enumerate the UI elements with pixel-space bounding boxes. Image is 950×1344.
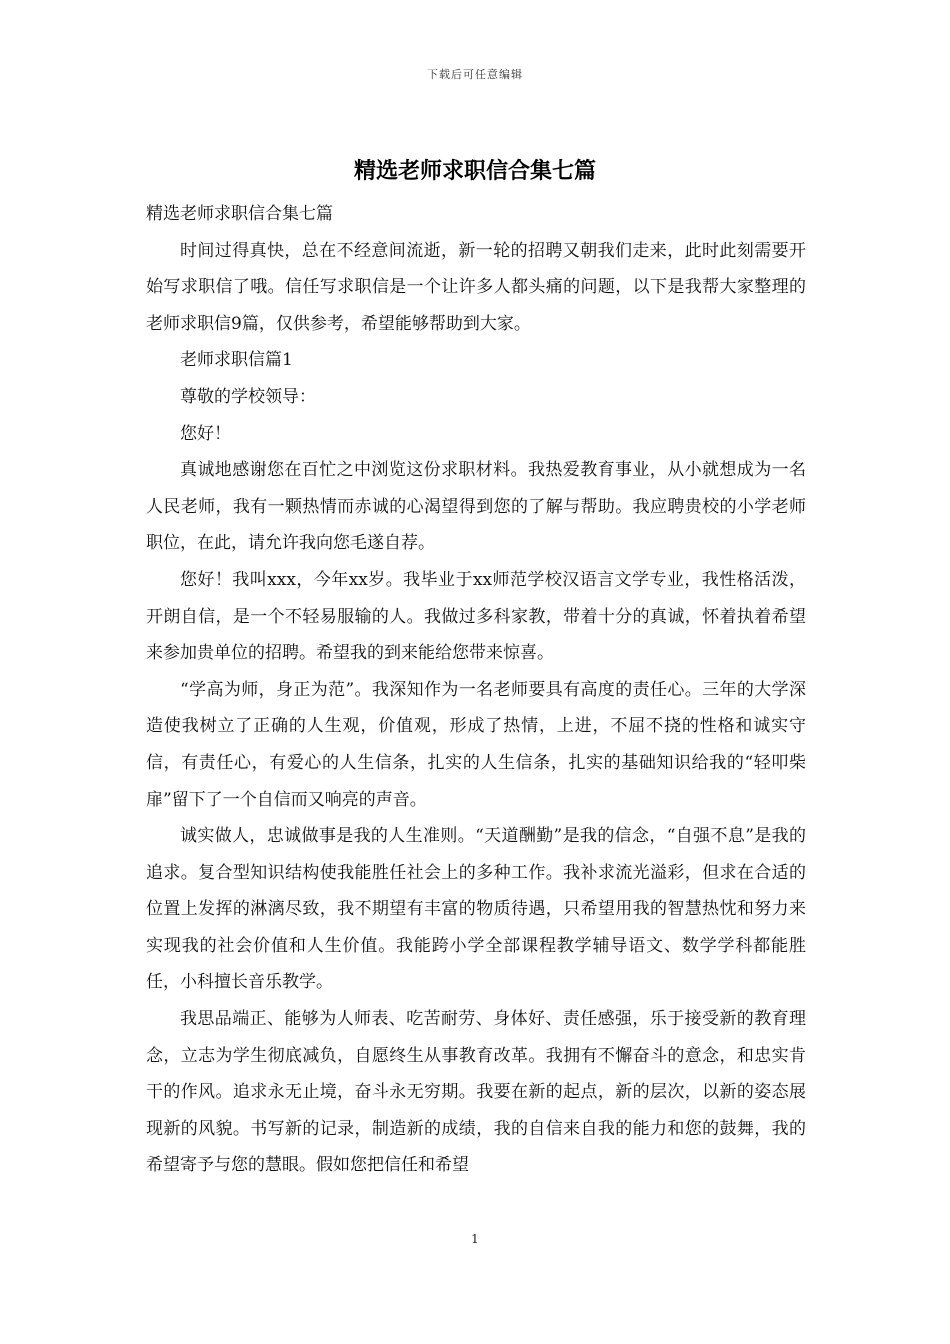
document-title: 精选老师求职信合集七篇 [353,158,596,184]
greeting: 您好！ [180,423,231,444]
body-paragraph: “学高为师，身正为范”。我深知作为一名老师要具有高度的责任心。三年的大学深造使我树立了正确的人生观，价值观，形成了热情，上进，不屈不挠的性格和诚实守信，有责任心，有爱心的人生信条，扎实的人生信条，扎实的基础知识给我的“轻叩柴扉”留下了一个自信而又响亮的声音。 [146,679,806,810]
body-subtitle: 精选老师求职信合集七篇 [146,204,333,224]
body-paragraph: 诚实做人，忠诚做事是我的人生准则。“天道酬勤”是我的信念，“自强不息”是我的追求。复合型知识结构使我能胜任社会上的多种工作。我补求流光溢彩，但求在合适的位置上发挥的淋漓尽致，我不期望有丰富的物质待遇，只希望用我的智慧热忱和努力来实现我的社会价值和人生价值。我能跨小学全部课程教学辅导语文、数学学科都能胜任，小科擅长音乐教学。 [146,826,806,993]
page-number: 1 [471,1232,479,1246]
document-body [146,196,806,1184]
salutation: 尊敬的学校领导： [180,386,316,407]
body-paragraph: 我思品端正、能够为人师表、吃苦耐劳、身体好、责任感强，乐于接受新的教育理念，立志为学生彻底减负，自愿终生从事教育改革。我拥有不懈奋斗的意念，和忠实肯干的作风。追求永无止境，奋斗永无穷期。我要在新的起点，新的层次，以新的姿态展现新的风貌。书写新的记录，制造新的成绩，我的自信来自我的能力和您的鼓舞，我的希望寄予与您的慧眼。假如您把信任和希望 [146,1009,806,1176]
intro-paragraph: 时间过得真快，总在不经意间流逝，新一轮的招聘又朝我们走来，此时此刻需要开始写求职信了哦。信任写求职信是一个让许多人都头痛的问题，以下是我帮大家整理的老师求职信9篇，仅供参考，希望能够帮助到大家。 [146,240,806,334]
body-paragraph: 您好！我叫xxx，今年xx岁。我毕业于xx师范学校汉语言文学专业，我性格活泼，开朗自信，是一个不轻易服输的人。我做过多科家教，带着十分的真诚，怀着执着希望来参加贵单位的招聘。希望我的到来能给您带来惊喜。 [146,569,806,664]
page-header-note: 下载后可任意编辑 [427,68,523,81]
section-heading: 老师求职信篇1 [180,350,293,371]
body-paragraph: 真诚地感谢您在百忙之中浏览这份求职材料。我热爱教育事业，从小就想成为一名人民老师，我有一颗热情而赤诚的心渴望得到您的了解与帮助。我应聘贵校的小学老师职位，在此，请允许我向您毛遂自荐。 [146,460,806,554]
